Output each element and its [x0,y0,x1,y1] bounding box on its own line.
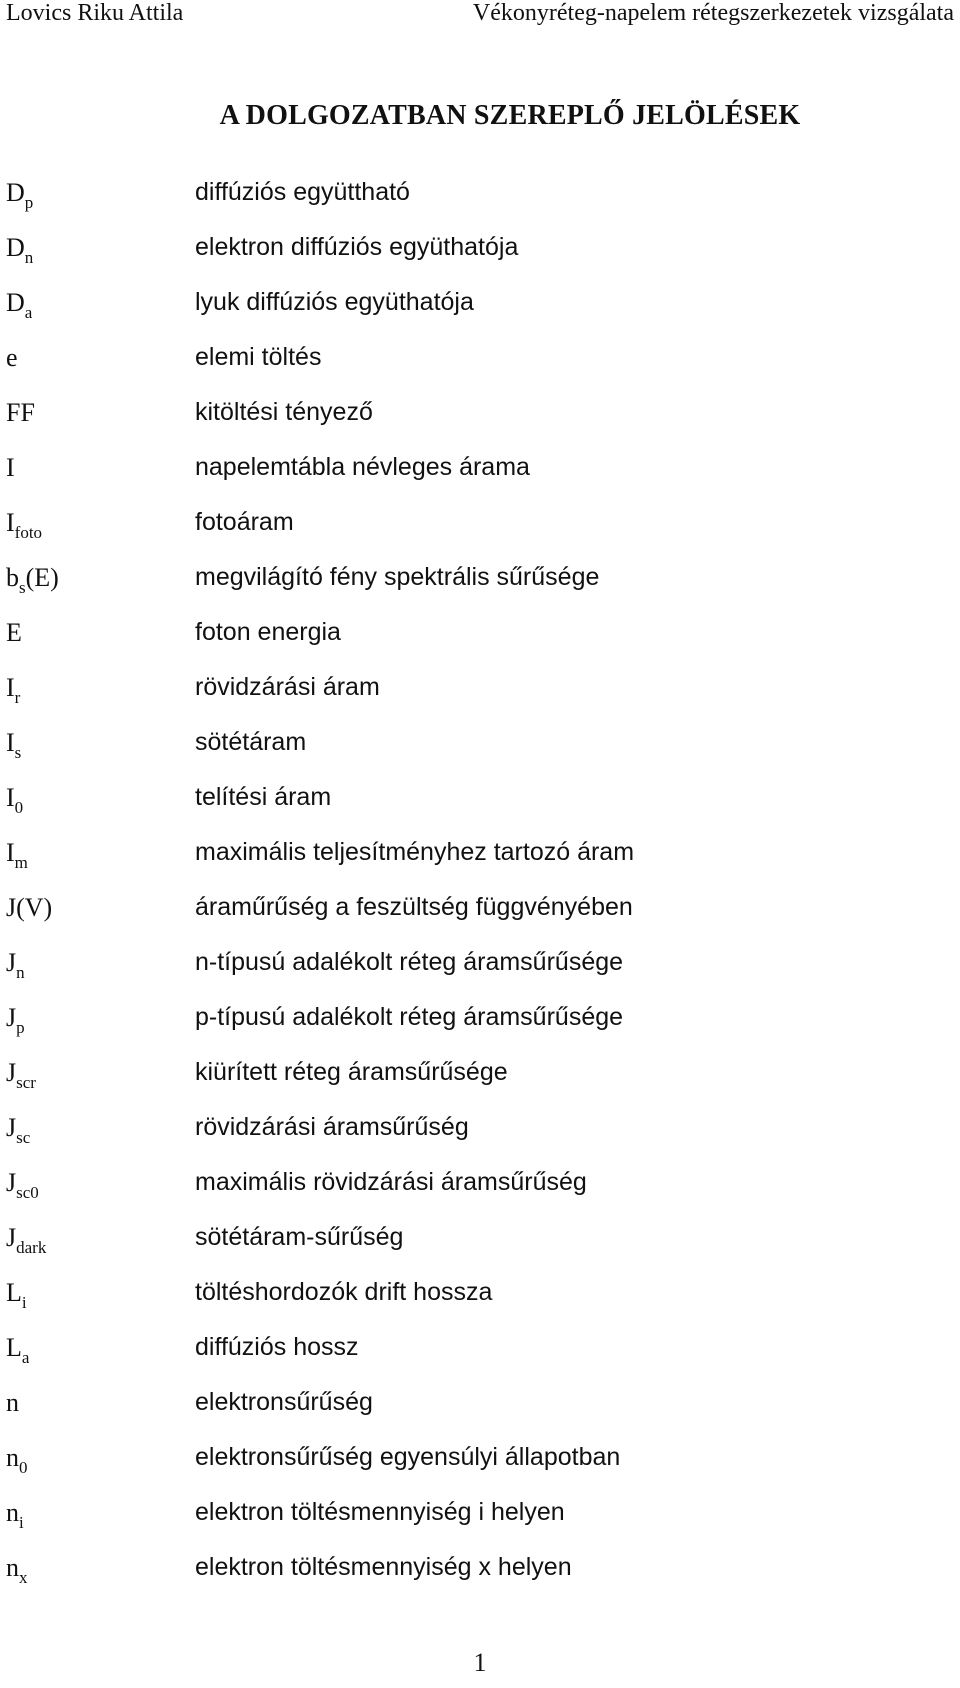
symbol [6,673,20,708]
symbol-description: rövidzárási áram [195,673,380,701]
notation-row [0,1443,960,1498]
symbol-subscript: 0 [19,1458,28,1477]
symbol [6,508,42,543]
notation-row [0,398,960,453]
symbol-subscript: scr [16,1073,36,1092]
symbol-base: n [6,1443,19,1472]
notation-row [0,838,960,893]
notation-row [0,1333,960,1388]
symbol-subscript: m [14,853,28,872]
symbol-subscript: n [16,963,25,982]
symbol-base: I [6,453,15,482]
symbol-base: D [6,233,25,262]
symbol [6,893,52,923]
notation-row [0,1498,960,1553]
symbol-suffix: (V) [16,893,53,922]
symbol-description: megvilágító fény spektrális sűrűsége [195,563,600,591]
symbol [6,1223,46,1258]
notation-list [0,178,960,1608]
notation-row [0,783,960,838]
symbol-description: fotoáram [195,508,294,536]
symbol [6,1058,36,1093]
header-author: Lovics Riku Attila [6,0,184,26]
symbol [6,1443,28,1478]
notation-row [0,1553,960,1608]
notation-row [0,233,960,288]
symbol-subscript: sc0 [16,1183,39,1202]
symbol-description: diffúziós hossz [195,1333,359,1361]
symbol [6,178,33,213]
symbol-base: I [6,508,15,537]
symbol-subscript: sc [16,1128,31,1147]
symbol-description: elektron diffúziós együthatója [195,233,519,261]
symbol-subscript: a [24,303,33,322]
symbol [6,948,25,983]
symbol-description: kiürített réteg áramsűrűsége [195,1058,508,1086]
notation-row [0,453,960,508]
notation-row [0,563,960,618]
notation-row [0,508,960,563]
symbol-description: sötétáram [195,728,307,756]
symbol-description: elektronsűrűség egyensúlyi állapotban [195,1443,621,1471]
symbol-base: FF [6,398,35,427]
symbol-description: elektron töltésmennyiség i helyen [195,1498,565,1526]
symbol-base: J [6,1113,17,1142]
symbol [6,1278,27,1313]
symbol-base: J [6,1058,17,1087]
symbol-base: L [6,1278,22,1307]
notation-row [0,1003,960,1058]
symbol-base: J [6,1003,17,1032]
symbol [6,1168,39,1203]
symbol-description: foton energia [195,618,341,646]
symbol-base: J [6,1168,17,1197]
notation-row [0,673,960,728]
symbol-description: diffúziós együttható [195,178,410,206]
symbol-subscript: s [14,743,22,762]
symbol-subscript: s [19,578,26,597]
symbol-description: rövidzárási áramsűrűség [195,1113,469,1141]
symbol-subscript: dark [16,1238,47,1257]
notation-row [0,618,960,673]
symbol-base: E [6,618,22,647]
symbol-base: n [6,1553,19,1582]
notation-row [0,1168,960,1223]
symbol-description: telítési áram [195,783,332,811]
page-number: 1 [473,1648,487,1677]
symbol-description: elemi töltés [195,343,322,371]
symbol-subscript: 0 [14,798,24,817]
symbol [6,563,59,598]
symbol-base: J [6,893,17,922]
symbol-base: J [6,1223,17,1252]
symbol [6,1003,25,1038]
symbol-base: D [6,178,25,207]
symbol [6,1498,24,1533]
symbol [6,1553,28,1588]
symbol-base: I [6,728,15,757]
symbol [6,398,35,428]
symbol [6,838,28,873]
symbol-base: I [6,838,15,867]
symbol [6,783,23,818]
symbol [6,288,32,323]
symbol [6,453,15,483]
notation-row [0,893,960,948]
symbol [6,1388,19,1418]
symbol-description: elektron töltésmennyiség x helyen [195,1553,572,1581]
symbol-description: áraműrűség a feszültség függvényében [195,893,633,921]
symbol-base: I [6,783,15,812]
symbol-suffix: (E) [25,563,59,592]
symbol-base: L [6,1333,22,1362]
notation-row [0,1278,960,1333]
symbol-subscript: i [21,1293,27,1312]
symbol-base: n [6,1498,19,1527]
header-thesis-title: Vékonyréteg-napelem rétegszerkezetek vizsgálata [472,0,954,26]
symbol-description: sötétáram-sűrűség [195,1223,404,1251]
notation-row [0,728,960,783]
symbol-description: maximális teljesítményhez tartozó áram [195,838,635,866]
symbol-subscript: p [16,1018,25,1037]
notation-row [0,1388,960,1443]
symbol [6,728,21,763]
symbol-subscript: p [24,193,34,212]
page-title: A DOLGOZATBAN SZEREPLŐ JELÖLÉSEK [219,100,801,131]
symbol [6,1333,29,1368]
symbol [6,233,33,268]
symbol-description: p-típusú adalékolt réteg áramsűrűsége [195,1003,624,1031]
symbol-subscript: i [19,1513,24,1532]
symbol [6,618,22,648]
symbol [6,343,18,373]
symbol-subscript: n [24,248,34,267]
notation-row [0,1223,960,1278]
symbol-base: e [6,343,18,372]
notation-row [0,288,960,343]
symbol-base: I [6,673,15,702]
symbol-subscript: x [19,1568,28,1587]
notation-row [0,178,960,233]
symbol-description: n-típusú adalékolt réteg áramsűrűsége [195,948,624,976]
symbol-subscript: r [14,688,21,707]
notation-row [0,1058,960,1113]
symbol-base: D [6,288,25,317]
symbol-description: elektronsűrűség [195,1388,373,1416]
symbol-base: b [6,563,19,592]
symbol-description: lyuk diffúziós együthatója [195,288,474,316]
page-header [0,0,960,30]
notation-row [0,948,960,1003]
symbol-description: töltéshordozók drift hossza [195,1278,493,1306]
symbol-subscript: a [21,1348,30,1367]
symbol-subscript: foto [14,523,43,542]
symbol-base: J [6,948,17,977]
symbol-description: maximális rövidzárási áramsűrűség [195,1168,587,1196]
symbol-description: napelemtábla névleges árama [195,453,530,481]
notation-row [0,343,960,398]
notation-row [0,1113,960,1168]
symbol-base: n [6,1388,19,1417]
symbol-description: kitöltési tényező [195,398,373,426]
symbol [6,1113,30,1148]
